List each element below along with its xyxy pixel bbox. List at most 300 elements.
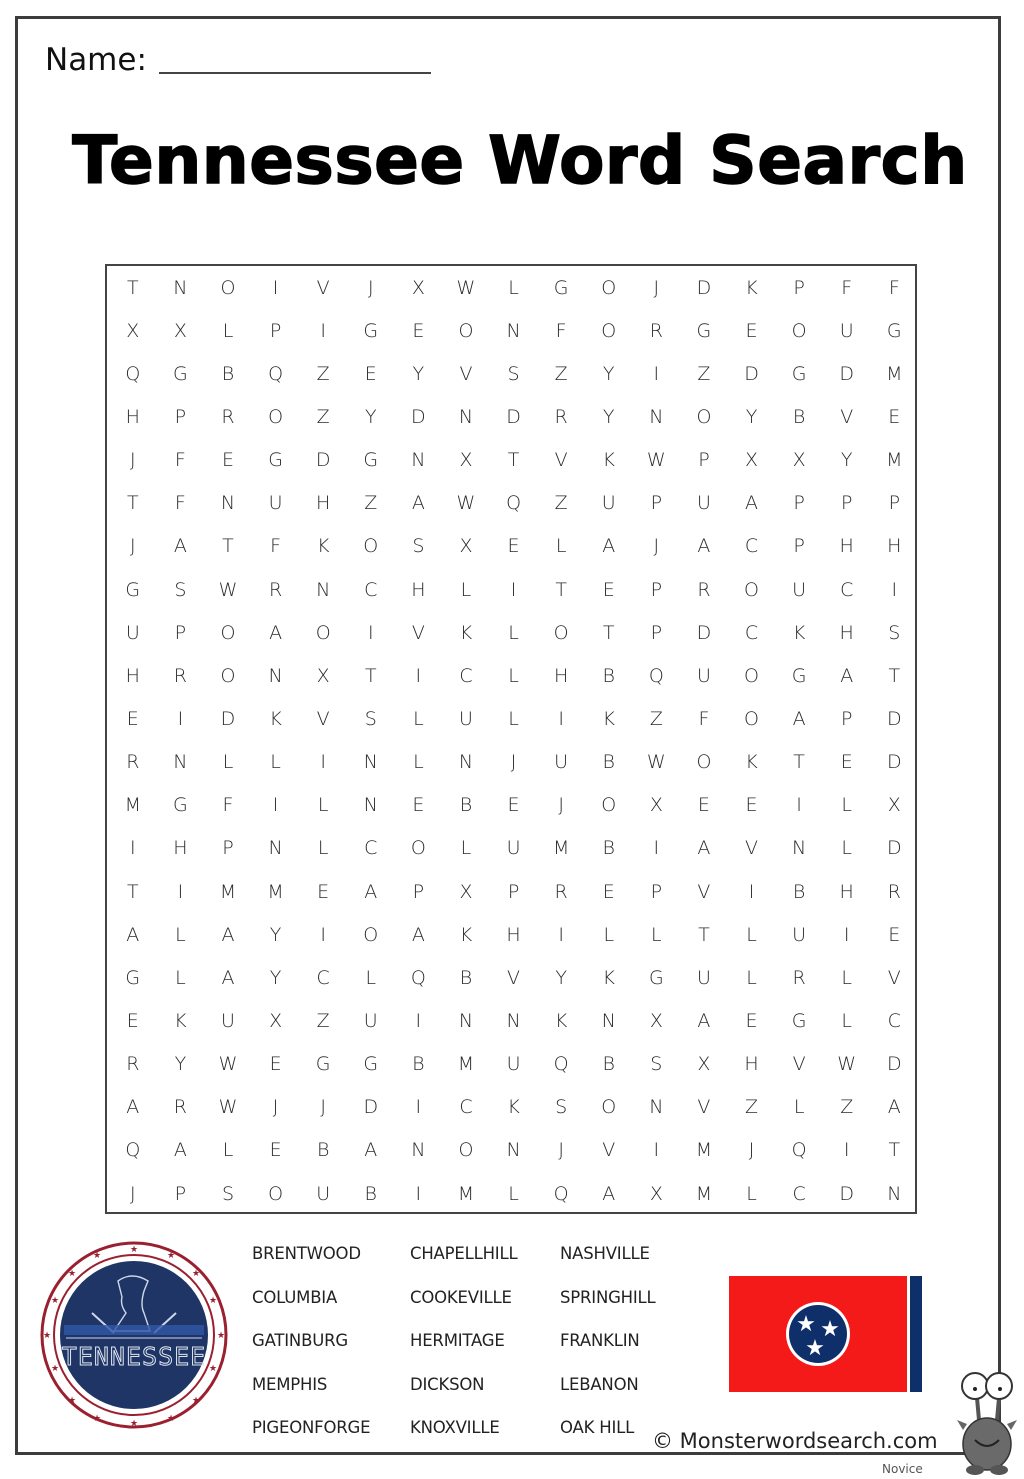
grid-letter[interactable]: H — [553, 664, 569, 687]
grid-letter[interactable]: X — [649, 1009, 663, 1032]
grid-letter[interactable]: P — [888, 492, 901, 515]
grid-letter[interactable]: I — [320, 923, 326, 946]
grid-letter[interactable]: I — [129, 837, 136, 860]
grid-letter[interactable]: S — [412, 535, 425, 558]
grid-letter[interactable]: U — [125, 621, 140, 644]
grid-letter[interactable]: H — [173, 837, 188, 860]
grid-letter[interactable]: J — [320, 1096, 326, 1119]
grid-letter[interactable]: I — [320, 751, 326, 774]
grid-letter[interactable]: P — [174, 405, 187, 428]
grid-letter[interactable]: H — [125, 405, 140, 428]
grid-letter[interactable]: N — [173, 751, 188, 774]
grid-letter[interactable]: D — [696, 621, 712, 644]
grid-letter[interactable]: K — [459, 621, 473, 644]
grid-letter[interactable]: Y — [555, 966, 567, 989]
grid-letter[interactable]: P — [698, 449, 710, 472]
grid-letter[interactable]: A — [364, 880, 378, 903]
grid-letter[interactable]: X — [411, 276, 425, 299]
grid-letter[interactable]: V — [554, 449, 568, 472]
grid-letter[interactable]: J — [653, 535, 660, 558]
grid-letter[interactable]: V — [887, 966, 901, 989]
grid-letter[interactable]: J — [272, 1096, 279, 1119]
grid-letter[interactable]: D — [839, 362, 855, 385]
grid-letter[interactable]: L — [746, 1182, 757, 1205]
grid-letter[interactable]: N — [268, 837, 283, 860]
grid-letter[interactable]: I — [272, 276, 279, 299]
grid-letter[interactable]: V — [316, 707, 330, 730]
grid-letter[interactable]: T — [126, 880, 139, 903]
grid-letter[interactable]: M — [219, 880, 237, 903]
grid-letter[interactable]: Y — [269, 966, 282, 989]
grid-letter[interactable]: E — [507, 535, 520, 558]
grid-letter[interactable]: O — [791, 319, 807, 342]
grid-letter[interactable]: U — [792, 923, 807, 946]
grid-letter[interactable]: L — [793, 1096, 805, 1119]
grid-letter[interactable]: D — [886, 1053, 902, 1076]
grid-letter[interactable]: E — [888, 923, 901, 946]
grid-letter[interactable]: T — [793, 751, 805, 774]
grid-letter[interactable]: W — [646, 751, 666, 774]
grid-letter[interactable]: O — [696, 405, 712, 428]
grid-letter[interactable]: K — [792, 621, 806, 644]
grid-letter[interactable]: K — [269, 707, 282, 730]
grid-letter[interactable]: H — [839, 535, 854, 558]
grid-letter[interactable]: Q — [506, 492, 522, 515]
grid-letter[interactable]: O — [220, 276, 236, 299]
grid-letter[interactable]: R — [126, 751, 140, 774]
grid-letter[interactable]: F — [270, 535, 282, 558]
grid-letter[interactable]: E — [745, 794, 758, 817]
grid-letter[interactable]: E — [269, 1053, 282, 1076]
grid-letter[interactable]: U — [506, 837, 521, 860]
grid-letter[interactable]: Q — [410, 966, 426, 989]
grid-letter[interactable]: K — [316, 535, 330, 558]
grid-letter[interactable]: I — [653, 1139, 660, 1162]
grid-letter[interactable]: Q — [268, 362, 284, 385]
grid-letter[interactable]: N — [887, 1182, 902, 1205]
grid-letter[interactable]: F — [174, 492, 186, 515]
grid-letter[interactable]: L — [841, 837, 852, 860]
grid-letter[interactable]: L — [460, 578, 472, 601]
grid-letter[interactable]: N — [792, 837, 807, 860]
grid-letter[interactable]: R — [173, 1096, 187, 1119]
grid-letter[interactable]: W — [456, 492, 476, 515]
grid-letter[interactable]: X — [887, 794, 901, 817]
grid-letter[interactable]: E — [126, 707, 139, 730]
grid-letter[interactable]: R — [173, 664, 187, 687]
grid-letter[interactable]: G — [125, 966, 141, 989]
grid-letter[interactable]: G — [125, 578, 141, 601]
grid-letter[interactable]: D — [411, 405, 426, 428]
grid-letter[interactable]: M — [886, 449, 903, 472]
grid-letter[interactable]: J — [510, 751, 517, 774]
grid-letter[interactable]: F — [222, 794, 234, 817]
grid-letter[interactable]: J — [129, 449, 136, 472]
grid-letter[interactable]: G — [315, 1053, 331, 1076]
grid-letter[interactable]: T — [698, 923, 710, 946]
grid-letter[interactable]: N — [363, 751, 378, 774]
grid-letter[interactable]: A — [269, 621, 283, 644]
grid-letter[interactable]: E — [126, 1009, 139, 1032]
grid-letter[interactable]: E — [697, 794, 710, 817]
grid-letter[interactable]: I — [415, 1182, 422, 1205]
grid-letter[interactable]: H — [744, 1053, 759, 1076]
grid-letter[interactable]: J — [129, 1182, 136, 1205]
grid-letter[interactable]: S — [650, 1053, 663, 1076]
grid-letter[interactable]: S — [221, 1182, 235, 1205]
grid-letter[interactable]: K — [745, 751, 758, 774]
grid-letter[interactable]: Y — [745, 405, 758, 428]
grid-letter[interactable]: K — [459, 923, 473, 946]
grid-letter[interactable]: L — [175, 966, 186, 989]
grid-letter[interactable]: R — [887, 880, 901, 903]
grid-letter[interactable]: L — [651, 923, 662, 946]
grid-letter[interactable]: N — [458, 405, 474, 428]
grid-letter[interactable]: N — [506, 1009, 521, 1032]
grid-letter[interactable]: H — [411, 578, 426, 601]
grid-letter[interactable]: P — [793, 276, 805, 299]
grid-letter[interactable]: D — [886, 707, 902, 730]
grid-letter[interactable]: D — [506, 405, 521, 428]
grid-letter[interactable]: S — [364, 707, 377, 730]
grid-letter[interactable]: N — [363, 794, 378, 817]
grid-letter[interactable]: Z — [316, 362, 330, 385]
grid-letter[interactable]: O — [744, 707, 759, 730]
grid-letter[interactable]: Z — [697, 362, 711, 385]
grid-letter[interactable]: R — [554, 405, 568, 428]
grid-letter[interactable]: N — [411, 1139, 426, 1162]
grid-letter[interactable]: A — [602, 1182, 616, 1205]
grid-letter[interactable]: C — [744, 535, 759, 558]
grid-letter[interactable]: O — [553, 621, 569, 644]
grid-letter[interactable]: F — [174, 449, 186, 472]
grid-letter[interactable]: Z — [745, 1096, 759, 1119]
grid-letter[interactable]: L — [746, 966, 757, 989]
grid-letter[interactable]: A — [887, 1096, 901, 1119]
grid-letter[interactable]: D — [886, 837, 902, 860]
grid-letter[interactable]: U — [316, 1182, 331, 1205]
grid-letter[interactable]: L — [841, 966, 852, 989]
grid-letter[interactable]: K — [602, 707, 615, 730]
grid-letter[interactable]: I — [415, 1009, 422, 1032]
grid-letter[interactable]: L — [603, 923, 615, 946]
grid-letter[interactable]: J — [558, 794, 564, 817]
grid-letter[interactable]: A — [602, 535, 616, 558]
grid-letter[interactable]: Z — [364, 492, 378, 515]
grid-letter[interactable]: Z — [554, 362, 568, 385]
grid-letter[interactable]: P — [650, 880, 663, 903]
grid-letter[interactable]: U — [363, 1009, 378, 1032]
grid-letter[interactable]: B — [602, 751, 615, 774]
grid-letter[interactable]: C — [364, 578, 378, 601]
grid-letter[interactable]: J — [367, 276, 374, 299]
grid-letter[interactable]: S — [174, 578, 187, 601]
grid-letter[interactable]: J — [653, 276, 660, 299]
grid-letter[interactable]: U — [554, 751, 569, 774]
grid-letter[interactable]: L — [508, 1182, 519, 1205]
grid-letter[interactable]: P — [840, 492, 853, 515]
grid-letter[interactable]: I — [177, 880, 184, 903]
grid-letter[interactable]: A — [221, 923, 235, 946]
grid-letter[interactable]: B — [792, 880, 806, 903]
grid-letter[interactable]: T — [364, 664, 377, 687]
grid-letter[interactable]: O — [363, 535, 379, 558]
grid-letter[interactable]: A — [126, 923, 140, 946]
grid-letter[interactable]: O — [458, 319, 474, 342]
grid-letter[interactable]: D — [744, 362, 759, 385]
grid-letter[interactable]: P — [222, 837, 234, 860]
grid-letter[interactable]: X — [792, 449, 806, 472]
grid-letter[interactable]: E — [412, 319, 425, 342]
grid-letter[interactable]: T — [602, 621, 615, 644]
grid-letter[interactable]: M — [552, 837, 570, 860]
grid-letter[interactable]: M — [886, 362, 903, 385]
grid-letter[interactable]: O — [410, 837, 426, 860]
grid-letter[interactable]: O — [268, 405, 284, 428]
grid-letter[interactable]: P — [507, 880, 520, 903]
grid-letter[interactable]: P — [650, 621, 663, 644]
grid-letter[interactable]: V — [697, 1096, 711, 1119]
grid-letter[interactable]: W — [456, 276, 476, 299]
grid-letter[interactable]: N — [458, 1009, 474, 1032]
grid-letter[interactable]: O — [601, 794, 617, 817]
grid-letter[interactable]: W — [218, 578, 238, 601]
grid-letter[interactable]: G — [363, 1053, 379, 1076]
grid-letter[interactable]: C — [459, 1096, 473, 1119]
grid-letter[interactable]: E — [602, 880, 615, 903]
grid-letter[interactable]: Q — [791, 1139, 807, 1162]
grid-letter[interactable]: T — [888, 664, 901, 687]
grid-letter[interactable]: Q — [553, 1053, 569, 1076]
grid-letter[interactable]: M — [695, 1139, 713, 1162]
grid-letter[interactable]: G — [173, 362, 188, 385]
grid-letter[interactable]: X — [269, 1009, 283, 1032]
grid-letter[interactable]: T — [222, 535, 234, 558]
grid-letter[interactable]: L — [222, 751, 234, 774]
grid-letter[interactable]: R — [126, 1053, 140, 1076]
grid-letter[interactable]: N — [649, 1096, 664, 1119]
grid-letter[interactable]: M — [267, 880, 284, 903]
grid-letter[interactable]: V — [697, 880, 711, 903]
grid-letter[interactable]: C — [316, 966, 330, 989]
grid-letter[interactable]: P — [793, 535, 805, 558]
grid-letter[interactable]: O — [601, 1096, 617, 1119]
grid-letter[interactable]: D — [839, 1182, 855, 1205]
grid-letter[interactable]: H — [316, 492, 331, 515]
grid-letter[interactable]: C — [887, 1009, 901, 1032]
grid-letter[interactable]: P — [174, 621, 187, 644]
grid-letter[interactable]: I — [415, 1096, 422, 1119]
grid-letter[interactable]: X — [459, 535, 473, 558]
grid-letter[interactable]: P — [269, 319, 282, 342]
grid-letter[interactable]: U — [221, 1009, 235, 1032]
grid-letter[interactable]: A — [173, 1139, 187, 1162]
grid-letter[interactable]: E — [745, 1009, 758, 1032]
grid-letter[interactable]: Y — [602, 362, 615, 385]
grid-letter[interactable]: B — [602, 837, 615, 860]
grid-letter[interactable]: L — [508, 276, 519, 299]
grid-letter[interactable]: R — [697, 578, 711, 601]
grid-letter[interactable]: L — [317, 794, 329, 817]
grid-letter[interactable]: E — [602, 578, 615, 601]
grid-letter[interactable]: M — [457, 1053, 475, 1076]
grid-letter[interactable]: V — [840, 405, 854, 428]
grid-letter[interactable]: A — [411, 492, 425, 515]
grid-letter[interactable]: G — [553, 276, 569, 299]
grid-letter[interactable]: H — [839, 621, 854, 644]
grid-letter[interactable]: Y — [364, 405, 377, 428]
grid-letter[interactable]: Q — [125, 362, 141, 385]
grid-letter[interactable]: V — [411, 621, 425, 644]
grid-letter[interactable]: L — [270, 751, 281, 774]
grid-letter[interactable]: Z — [554, 492, 568, 515]
grid-letter[interactable]: T — [126, 492, 139, 515]
grid-letter[interactable]: G — [696, 319, 712, 342]
grid-letter[interactable]: X — [173, 319, 187, 342]
grid-letter[interactable]: A — [792, 707, 806, 730]
grid-letter[interactable]: E — [745, 319, 758, 342]
grid-letter[interactable]: D — [220, 707, 236, 730]
grid-letter[interactable]: X — [126, 319, 140, 342]
grid-letter[interactable]: E — [840, 751, 853, 774]
grid-letter[interactable]: Z — [840, 1096, 854, 1119]
grid-letter[interactable]: Y — [840, 449, 853, 472]
grid-letter[interactable]: V — [792, 1053, 806, 1076]
grid-letter[interactable]: N — [649, 405, 664, 428]
grid-letter[interactable]: G — [791, 362, 807, 385]
grid-letter[interactable]: A — [697, 535, 711, 558]
grid-letter[interactable]: K — [745, 276, 758, 299]
grid-letter[interactable]: E — [221, 449, 234, 472]
grid-letter[interactable]: E — [364, 362, 377, 385]
grid-letter[interactable]: Z — [316, 405, 330, 428]
grid-letter[interactable]: I — [843, 923, 850, 946]
grid-letter[interactable]: A — [411, 923, 425, 946]
grid-letter[interactable]: U — [506, 1053, 521, 1076]
grid-letter[interactable]: N — [601, 1009, 616, 1032]
grid-letter[interactable]: A — [745, 492, 759, 515]
grid-letter[interactable]: U — [792, 578, 807, 601]
grid-letter[interactable]: K — [554, 1009, 568, 1032]
grid-letter[interactable]: W — [218, 1096, 238, 1119]
grid-letter[interactable]: R — [792, 966, 806, 989]
grid-letter[interactable]: H — [506, 923, 521, 946]
grid-letter[interactable]: Q — [125, 1139, 141, 1162]
grid-letter[interactable]: L — [841, 1009, 852, 1032]
grid-letter[interactable]: N — [506, 1139, 521, 1162]
grid-letter[interactable]: W — [837, 1053, 857, 1076]
grid-letter[interactable]: B — [792, 405, 806, 428]
grid-letter[interactable]: I — [796, 794, 802, 817]
grid-letter[interactable]: U — [696, 664, 711, 687]
grid-letter[interactable]: X — [316, 664, 330, 687]
grid-letter[interactable]: I — [843, 1139, 850, 1162]
grid-letter[interactable]: A — [126, 1096, 140, 1119]
grid-letter[interactable]: F — [555, 319, 567, 342]
grid-letter[interactable]: C — [364, 837, 378, 860]
grid-letter[interactable]: C — [840, 578, 854, 601]
grid-letter[interactable]: L — [413, 751, 424, 774]
grid-letter[interactable]: Z — [316, 1009, 330, 1032]
grid-letter[interactable]: V — [507, 966, 521, 989]
grid-letter[interactable]: D — [886, 751, 902, 774]
grid-letter[interactable]: L — [222, 1139, 234, 1162]
grid-letter[interactable]: O — [601, 319, 617, 342]
grid-letter[interactable]: E — [888, 405, 901, 428]
grid-letter[interactable]: P — [174, 1182, 187, 1205]
grid-letter[interactable]: C — [459, 664, 473, 687]
grid-letter[interactable]: N — [173, 276, 188, 299]
grid-letter[interactable]: U — [268, 492, 283, 515]
grid-letter[interactable]: A — [840, 664, 854, 687]
grid-letter[interactable]: N — [411, 449, 426, 472]
grid-letter[interactable]: W — [218, 1053, 238, 1076]
grid-letter[interactable]: E — [317, 880, 330, 903]
grid-letter[interactable]: I — [558, 923, 564, 946]
grid-letter[interactable]: P — [412, 880, 425, 903]
grid-letter[interactable]: L — [841, 794, 852, 817]
grid-letter[interactable]: N — [506, 319, 521, 342]
grid-letter[interactable]: T — [555, 578, 567, 601]
grid-letter[interactable]: N — [458, 751, 474, 774]
grid-letter[interactable]: O — [268, 1182, 284, 1205]
grid-letter[interactable]: I — [272, 794, 279, 817]
grid-letter[interactable]: I — [653, 837, 660, 860]
grid-letter[interactable]: G — [363, 449, 379, 472]
grid-letter[interactable]: Q — [648, 664, 664, 687]
grid-letter[interactable]: M — [457, 1182, 475, 1205]
grid-letter[interactable]: B — [602, 1053, 615, 1076]
grid-letter[interactable]: J — [558, 1139, 564, 1162]
grid-letter[interactable]: B — [221, 362, 235, 385]
grid-letter[interactable]: R — [268, 578, 283, 601]
grid-letter[interactable]: L — [508, 707, 519, 730]
grid-letter[interactable]: I — [891, 578, 898, 601]
grid-letter[interactable]: X — [745, 449, 759, 472]
grid-letter[interactable]: I — [748, 880, 755, 903]
grid-letter[interactable]: O — [315, 621, 331, 644]
grid-letter[interactable]: B — [459, 966, 473, 989]
grid-letter[interactable]: P — [650, 578, 663, 601]
grid-letter[interactable]: C — [792, 1182, 806, 1205]
grid-letter[interactable]: J — [748, 1139, 755, 1162]
grid-letter[interactable]: R — [649, 319, 663, 342]
grid-letter[interactable]: L — [413, 707, 424, 730]
grid-letter[interactable]: K — [507, 1096, 520, 1119]
grid-letter[interactable]: T — [507, 449, 520, 472]
grid-letter[interactable]: B — [602, 664, 615, 687]
grid-letter[interactable]: L — [746, 923, 757, 946]
grid-letter[interactable]: G — [886, 319, 902, 342]
grid-letter[interactable]: B — [316, 1139, 330, 1162]
grid-letter[interactable]: T — [888, 1139, 901, 1162]
grid-letter[interactable]: I — [177, 707, 184, 730]
grid-letter[interactable]: N — [268, 664, 283, 687]
grid-letter[interactable]: N — [316, 578, 331, 601]
grid-letter[interactable]: I — [320, 319, 326, 342]
grid-letter[interactable]: U — [696, 492, 711, 515]
grid-letter[interactable]: Y — [174, 1053, 187, 1076]
grid-letter[interactable]: M — [124, 794, 141, 817]
grid-letter[interactable]: H — [887, 535, 902, 558]
grid-letter[interactable]: G — [648, 966, 664, 989]
grid-letter[interactable]: U — [696, 966, 711, 989]
grid-letter[interactable]: N — [220, 492, 236, 515]
grid-letter[interactable]: X — [459, 449, 473, 472]
grid-letter[interactable]: I — [558, 707, 564, 730]
grid-letter[interactable]: V — [745, 837, 759, 860]
grid-letter[interactable]: M — [695, 1182, 713, 1205]
